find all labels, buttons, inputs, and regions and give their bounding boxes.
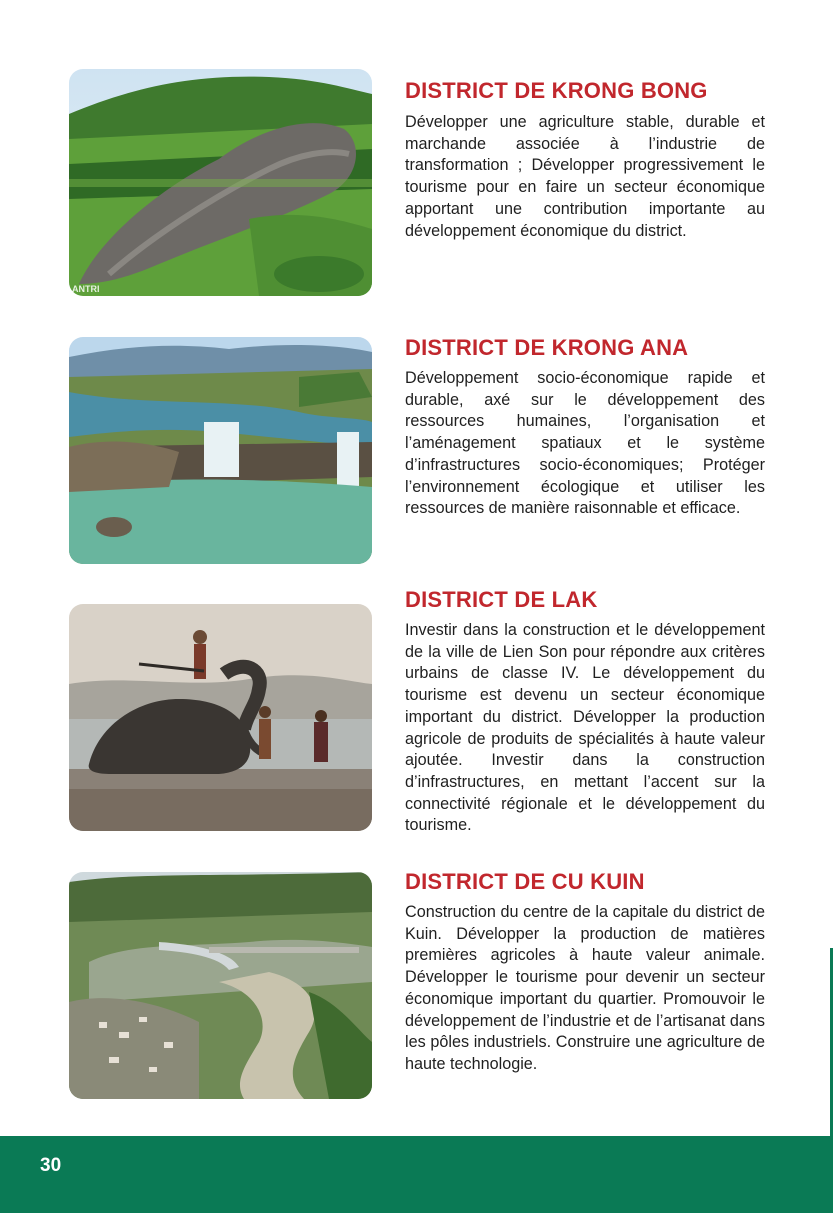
page-footer-band [0,1136,833,1213]
photo-watermark: ANTRI [72,284,100,294]
page-number: 30 [40,1155,62,1176]
section-text-krong-bong: Développer une agriculture stable, durable et marchande associée à l’industrie de transformation ; Développer progressivement le tourisme pour en faire un secteur économique apportant une contribution importante au développement économique du district. [405,113,765,240]
krong-bong-photo [69,69,372,296]
section-text-krong-ana: Développement socio-économique rapide et durable, axé sur le développement des ressources humaines, l’organisation et l’aménagement spatiaux et le système d’infrastructures socio-économiques; Protéger l’environnement écologique et utiliser les ressources de manière raisonnable et efficace. [405,369,765,518]
lak-photo [69,604,372,831]
krong-ana-photo [69,337,372,564]
section-title-krong-bong: DISTRICT DE KRONG BONG [405,78,708,103]
section-title-lak: DISTRICT DE LAK [405,587,598,612]
section-text-lak: Investir dans la construction et le développement de la ville de Lien Son pour répondre aux critères urbains de classe IV. Le développement du tourisme est devenu un secteur économique important du district. Développer la production agricole de produits de spécialités à haute valeur ajoutée. Investir dans la construction d’infrastructures, en mettant l’accent sur la connectivité régionale et le développement du tourisme. [405,621,765,835]
section-text-cu-kuin: Construction du centre de la capitale du district de Kuin. Développer la production de matières premières agricoles à haute valeur animale. Développer le tourisme pour devenir un secteur économique important du quartier. Promouvoir le développement de l’industrie et de l’artisanat dans les pôles industriels. Construire une agriculture de haute technologie. [405,903,765,1073]
section-title-krong-ana: DISTRICT DE KRONG ANA [405,335,689,360]
cu-kuin-photo [69,872,372,1099]
section-title-cu-kuin: DISTRICT DE CU KUIN [405,869,645,894]
